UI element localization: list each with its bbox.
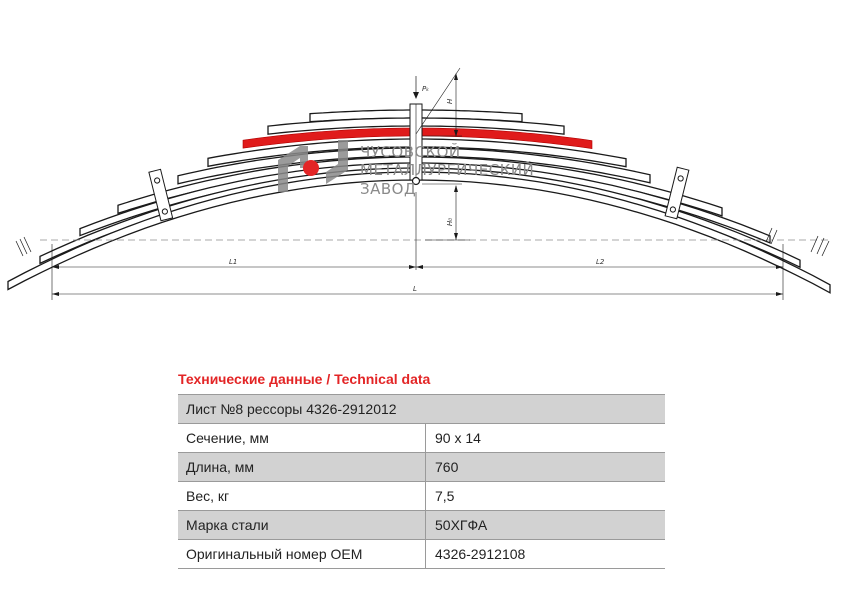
- table-row: [178, 540, 665, 569]
- length-dimensions: [52, 244, 783, 300]
- load-label: Pₖ: [422, 85, 430, 93]
- load-arrow: [413, 76, 419, 99]
- spec-value: 4326-2912108: [426, 540, 666, 569]
- spec-table: [178, 394, 665, 569]
- table-row: [178, 453, 665, 482]
- half-length-right-label: L2: [596, 258, 605, 266]
- spec-label: Оригинальный номер ОЕМ: [178, 540, 426, 569]
- spring-leaf: [8, 172, 830, 293]
- spec-label: Сечение, мм: [178, 424, 426, 453]
- table-row: [178, 424, 665, 453]
- watermark-line-1: ЧУСОВСКОЙ: [360, 143, 461, 161]
- spec-header: Лист №8 рессоры 4326-2912012: [178, 395, 665, 424]
- table-row: [178, 482, 665, 511]
- left-eye-marks: [16, 237, 31, 256]
- watermark-line-3: ЗАВОД: [360, 180, 417, 198]
- spec-header-row: [178, 395, 665, 424]
- height-bottom-label: H₀: [446, 217, 454, 226]
- spec-value: 90 x 14: [426, 424, 666, 453]
- height-top-label: H: [446, 98, 454, 104]
- height-dimension-bottom: [416, 184, 470, 270]
- watermark-line-2: МЕТАЛЛУРГИЧЕСКИЙ: [360, 161, 535, 179]
- section-title: Технические данные / Technical data: [178, 371, 431, 387]
- spec-label: Вес, кг: [178, 482, 426, 511]
- spec-value: 7,5: [426, 482, 666, 511]
- table-row: [178, 511, 665, 540]
- spec-value: 760: [426, 453, 666, 482]
- spec-label: Длина, мм: [178, 453, 426, 482]
- half-length-left-label: L1: [229, 258, 238, 266]
- total-length-label: L: [413, 285, 417, 293]
- spec-label: Марка стали: [178, 511, 426, 540]
- spec-value: 50ХГФА: [426, 511, 666, 540]
